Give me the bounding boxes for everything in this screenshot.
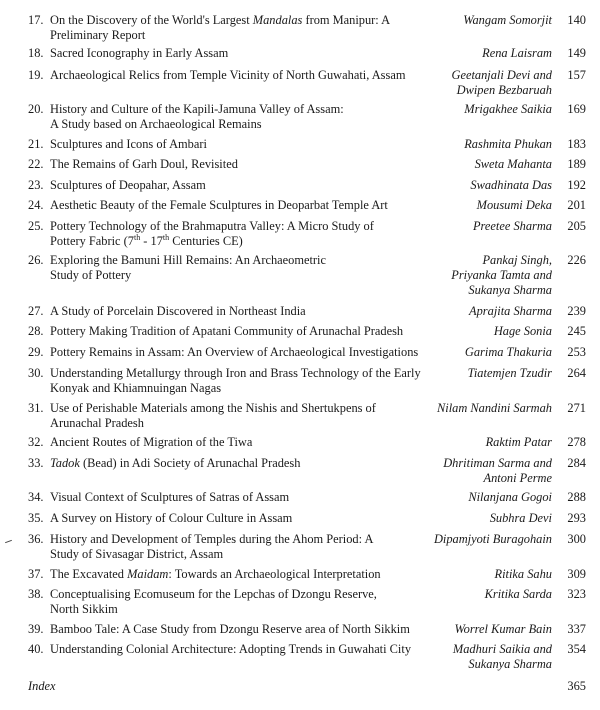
entry-page: 264 bbox=[567, 366, 586, 380]
index-page: 365 bbox=[567, 679, 586, 693]
entry-title: Pottery Making Tradition of Apatani Community of Arunachal Pradesh bbox=[50, 324, 404, 338]
entry-number: 39. bbox=[28, 622, 44, 636]
entry-page: 337 bbox=[567, 622, 586, 636]
entry-page: 293 bbox=[567, 511, 586, 525]
entry-author: Geetanjali Devi and Dwipen Bezbaruah bbox=[451, 68, 552, 97]
entry-page: 245 bbox=[567, 324, 586, 338]
entry-page: 271 bbox=[567, 401, 586, 415]
index-label: Index bbox=[28, 679, 56, 693]
entry-author: Raktim Patar bbox=[485, 435, 552, 449]
entry-number: 30. bbox=[28, 366, 44, 380]
entry-title: Understanding Metallurgy through Iron and Brass Technology of the Early Konyak and Khiamnuingan Nagas bbox=[50, 366, 421, 395]
entry-page: 205 bbox=[567, 219, 586, 233]
entry-author: Ritika Sahu bbox=[494, 567, 552, 581]
entry-number: 35. bbox=[28, 511, 44, 525]
entry-page: 226 bbox=[567, 253, 586, 267]
entry-title: On the Discovery of the World's Largest Mandalas from Manipur: A Preliminary Report bbox=[50, 13, 390, 42]
entry-number: 21. bbox=[28, 137, 44, 151]
entry-title: Aesthetic Beauty of the Female Sculptures in Deoparbat Temple Art bbox=[50, 198, 388, 212]
entry-page: 284 bbox=[567, 456, 586, 470]
entry-number: 19. bbox=[28, 68, 44, 82]
entry-author: Rashmita Phukan bbox=[464, 137, 552, 151]
entry-title: Visual Context of Sculptures of Satras of Assam bbox=[50, 490, 290, 504]
entry-number: 37. bbox=[28, 567, 44, 581]
entry-number: 38. bbox=[28, 587, 44, 601]
entry-page: 169 bbox=[567, 102, 586, 116]
entry-author: Pankaj Singh, Priyanka Tamta and Sukanya Sharma bbox=[451, 253, 552, 297]
entry-number: 24. bbox=[28, 198, 44, 212]
entry-page: 201 bbox=[567, 198, 586, 212]
entry-author: Subhra Devi bbox=[489, 511, 552, 525]
entry-title: History and Culture of the Kapili-Jamuna Valley of Assam: A Study based on Archaeological Remains bbox=[50, 102, 344, 131]
entry-title: History and Development of Temples during the Ahom Period: A Study of Sivasagar District, Assam bbox=[50, 532, 373, 561]
entry-author: Mousumi Deka bbox=[476, 198, 552, 212]
entry-number: 20. bbox=[28, 102, 44, 116]
entry-page: 323 bbox=[567, 587, 586, 601]
entry-page: 354 bbox=[567, 642, 586, 656]
entry-page: 149 bbox=[567, 46, 586, 60]
entry-page: 157 bbox=[567, 68, 586, 82]
entry-title: Conceptualising Ecomuseum for the Lepchas of Dzongu Reserve, North Sikkim bbox=[50, 587, 377, 616]
margin-pencil-mark bbox=[5, 540, 12, 543]
entry-number: 22. bbox=[28, 157, 44, 171]
entry-author: Nilam Nandini Sarmah bbox=[437, 401, 552, 415]
entry-number: 27. bbox=[28, 304, 44, 318]
entry-title: Archaeological Relics from Temple Vicinity of North Guwahati, Assam bbox=[50, 68, 406, 82]
entry-page: 239 bbox=[567, 304, 586, 318]
entry-title: Ancient Routes of Migration of the Tiwa bbox=[50, 435, 253, 449]
entry-page: 253 bbox=[567, 345, 586, 359]
entry-author: Rena Laisram bbox=[482, 46, 552, 60]
entry-number: 28. bbox=[28, 324, 44, 338]
entry-page: 309 bbox=[567, 567, 586, 581]
entry-title: Tadok (Bead) in Adi Society of Arunachal Pradesh bbox=[50, 456, 301, 470]
entry-author: Preetee Sharma bbox=[472, 219, 552, 233]
entry-page: 192 bbox=[567, 178, 586, 192]
entry-title: Understanding Colonial Architecture: Adopting Trends in Guwahati City bbox=[50, 642, 412, 656]
entry-title: Exploring the Bamuni Hill Remains: An Archaeometric Study of Pottery bbox=[50, 253, 326, 282]
entry-number: 29. bbox=[28, 345, 44, 359]
entry-number: 33. bbox=[28, 456, 44, 470]
entry-number: 34. bbox=[28, 490, 44, 504]
entry-author: Nilanjana Gogoi bbox=[468, 490, 552, 504]
entry-title: A Study of Porcelain Discovered in Northeast India bbox=[50, 304, 306, 318]
entry-number: 26. bbox=[28, 253, 44, 267]
entry-title: Sculptures and Icons of Ambari bbox=[50, 137, 207, 151]
entry-title: A Survey on History of Colour Culture in Assam bbox=[50, 511, 293, 525]
entry-title: Bamboo Tale: A Case Study from Dzongu Reserve area of North Sikkim bbox=[50, 622, 410, 636]
entry-number: 32. bbox=[28, 435, 44, 449]
entry-page: 140 bbox=[567, 13, 586, 27]
entry-number: 31. bbox=[28, 401, 44, 415]
entry-page: 189 bbox=[567, 157, 586, 171]
entry-title: Use of Perishable Materials among the Nishis and Shertukpens of Arunachal Pradesh bbox=[50, 401, 376, 430]
entry-author: Sweta Mahanta bbox=[474, 157, 552, 171]
entry-author: Wangam Somorjit bbox=[463, 13, 552, 27]
entry-number: 23. bbox=[28, 178, 44, 192]
entry-title: The Excavated Maidam: Towards an Archaeological Interpretation bbox=[50, 567, 381, 581]
entry-author: Swadhinata Das bbox=[470, 178, 552, 192]
entry-author: Dhritiman Sarma and Antoni Perme bbox=[443, 456, 552, 485]
entry-author: Worrel Kumar Bain bbox=[454, 622, 552, 636]
entry-number: 17. bbox=[28, 13, 44, 27]
entry-title: Sacred Iconography in Early Assam bbox=[50, 46, 229, 60]
entry-number: 36. bbox=[28, 532, 44, 546]
entry-page: 288 bbox=[567, 490, 586, 504]
entry-author: Kritika Sarda bbox=[484, 587, 552, 601]
entry-number: 40. bbox=[28, 642, 44, 656]
entry-title: Pottery Remains in Assam: An Overview of Archaeological Investigations bbox=[50, 345, 419, 359]
entry-title: The Remains of Garh Doul, Revisited bbox=[50, 157, 238, 171]
entry-number: 18. bbox=[28, 46, 44, 60]
entry-title: Sculptures of Deopahar, Assam bbox=[50, 178, 206, 192]
entry-title: Pottery Technology of the Brahmaputra Valley: A Micro Study of Pottery Fabric (7th - 17th Centuries CE) bbox=[50, 219, 374, 248]
entry-author: Aprajita Sharma bbox=[469, 304, 552, 318]
entry-author: Mrigakhee Saikia bbox=[464, 102, 552, 116]
entry-author: Garima Thakuria bbox=[464, 345, 552, 359]
entry-page: 183 bbox=[567, 137, 586, 151]
entry-page: 300 bbox=[567, 532, 586, 546]
entry-author: Tiatemjen Tzudir bbox=[467, 366, 552, 380]
entry-author: Hage Sonia bbox=[493, 324, 552, 338]
entry-page: 278 bbox=[567, 435, 586, 449]
entry-author: Dipamjyoti Buragohain bbox=[433, 532, 552, 546]
entry-author: Madhuri Saikia and Sukanya Sharma bbox=[452, 642, 552, 671]
entry-number: 25. bbox=[28, 219, 44, 233]
